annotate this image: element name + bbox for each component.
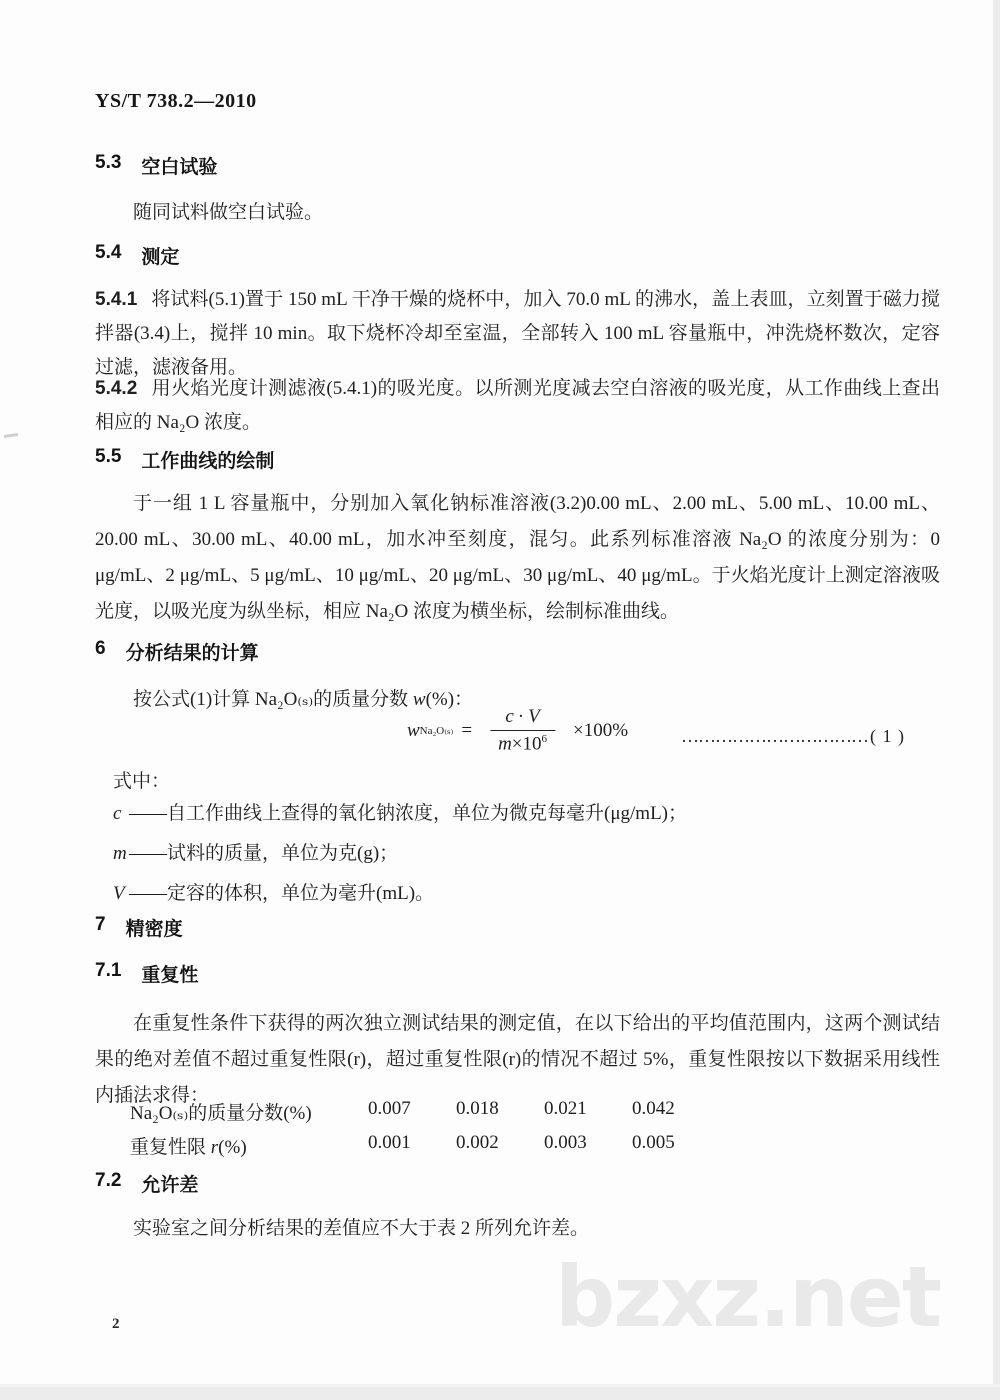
heading-title: 空白试验 <box>141 157 218 178</box>
var-v: V <box>528 706 540 727</box>
heading-number: 5.5 <box>95 446 122 467</box>
paragraph-5-4-2 <box>95 372 940 440</box>
heading-title: 重复性 <box>141 965 199 986</box>
formula-tail: ×100% <box>573 719 629 741</box>
heading-7 <box>95 914 183 941</box>
paragraph-7-1: 在重复性条件下获得的两次独立测试结果的测定值，在以下给出的平均值范围内，这两个测试结果的绝对差值不超过重复性限(r)，超过重复性限(r)的情况不超过 5%，重复性限按以下数据采用线性内插法求得： <box>95 1013 940 1106</box>
clause-text: 将试料(5.1)置于 150 mL 干净干燥的烧杯中，加入 70.0 mL 的沸水，盖上表皿，立刻置于磁力搅拌器(3.4)上，搅拌 10 min。取下烧杯冷却至室温，全部转入 100 mL 容量瓶中，冲洗烧杯数次，定容过滤，滤液备用。 <box>95 289 940 378</box>
definition-text: ——定容的体积，单位为毫升(mL)。 <box>129 883 435 904</box>
definition-text: ——试料的质量，单位为克(g)； <box>129 843 399 864</box>
value-cell: 0.005 <box>632 1132 675 1153</box>
heading-title: 工作曲线的绘制 <box>141 451 275 472</box>
clause-number: 5.4.2 <box>95 378 138 399</box>
repeatability-row-limit <box>130 1132 910 1159</box>
where-item-v <box>113 878 933 905</box>
heading-number: 6 <box>95 638 106 659</box>
where-label: 式中： <box>113 771 171 792</box>
heading-7-1 <box>95 960 198 987</box>
label-text: 重复性限 <box>130 1137 211 1158</box>
standard-number: YS/T 738.2—2010 <box>95 90 257 112</box>
heading-5-4 <box>95 242 179 269</box>
paragraph-5-4-1 <box>95 283 940 385</box>
equation-number <box>681 726 905 747</box>
heading-number: 5.3 <box>95 152 122 173</box>
paragraph-5-3: 随同试料做空白试验。 <box>133 202 324 223</box>
fraction-numerator <box>497 706 547 730</box>
label-symbol: r <box>210 1137 219 1158</box>
label-text: Na₂O₍ₛ₎的质量分数(%) <box>130 1103 312 1124</box>
row-label <box>130 1132 368 1159</box>
heading-5-3 <box>95 152 217 179</box>
clause-number: 5.4.1 <box>95 289 138 310</box>
formula-expression <box>407 706 628 755</box>
heading-title: 精密度 <box>125 919 183 940</box>
paragraph-5-5: 于一组 1 L 容量瓶中，分别加入氧化钠标准溶液(3.2)0.00 mL、2.00 mL、5.00 mL、10.00 mL、20.00 mL、30.00 mL、40.00 mL，加水冲至刻度，混匀。此系列标准溶液 Na₂O 的浓度分别为：0 μg/mL、2 μg/mL、5 μg/mL、10 μg/mL、20 μg/mL、30 μg/mL、40 μg/mL。于火焰光度计上测定溶液吸光度，以吸光度为纵坐标，相应 Na₂O 浓度为横坐标，绘制标准曲线。 <box>95 493 940 622</box>
formula-1 <box>95 706 940 770</box>
heading-number: 7.2 <box>95 1170 122 1191</box>
heading-number: 7 <box>95 914 106 935</box>
heading-6 <box>95 638 259 665</box>
multiplier: ×10 <box>511 733 542 755</box>
formula-intro-symbol: w <box>412 689 426 710</box>
heading-5-5 <box>95 446 274 473</box>
clause-text: 用火焰光度计测滤液(5.4.1)的吸光度。以所测光度减去空白溶液的吸光度，从工作曲线上查出相应的 Na₂O 浓度。 <box>95 378 940 433</box>
value-cell: 0.003 <box>544 1132 587 1153</box>
paragraph-7-2: 实验室之间分析结果的差值应不大于表 2 所列允许差。 <box>133 1218 590 1239</box>
scan-edge-right <box>993 0 1000 1400</box>
page-number: 2 <box>112 1316 120 1332</box>
scan-edge-bottom <box>0 1387 1000 1400</box>
formula-intro-tail: (%)： <box>425 689 474 710</box>
exponent: 6 <box>541 733 548 745</box>
heading-title: 测定 <box>141 247 180 268</box>
where-item-m <box>113 838 933 865</box>
fraction <box>490 706 555 755</box>
heading-title: 分析结果的计算 <box>125 643 259 664</box>
row-label <box>130 1098 368 1125</box>
scan-artifact <box>4 433 18 438</box>
equation-label: ( 1 ) <box>870 726 905 746</box>
heading-title: 允许差 <box>141 1175 199 1196</box>
dot-operator: · <box>517 706 525 727</box>
label-tail: (%) <box>218 1137 247 1158</box>
value-cell: 0.001 <box>368 1132 411 1153</box>
heading-7-2 <box>95 1170 198 1197</box>
repeatability-row-mass-fraction <box>130 1098 910 1125</box>
formula-intro-text: 按公式(1)计算 Na₂O₍ₛ₎的质量分数 <box>133 689 413 710</box>
formula-lhs: w <box>406 719 420 741</box>
value-cell: 0.042 <box>632 1098 675 1119</box>
dotted-leader: …………………………… <box>681 726 868 746</box>
value-cell: 0.002 <box>456 1132 499 1153</box>
where-list <box>113 798 933 918</box>
value-cell: 0.021 <box>544 1098 587 1119</box>
var-c: c <box>505 706 514 727</box>
symbol-m: m <box>113 843 127 864</box>
definition-text: ——自工作曲线上查得的氧化钠浓度，单位为微克每毫升(μg/mL)； <box>129 803 688 824</box>
value-cell: 0.018 <box>456 1098 499 1119</box>
fraction-denominator <box>490 730 555 755</box>
equals-sign: = <box>461 719 473 741</box>
value-cell: 0.007 <box>368 1098 411 1119</box>
var-m: m <box>498 733 512 755</box>
symbol-c: c <box>113 803 122 824</box>
symbol-v: V <box>113 883 125 904</box>
heading-number: 7.1 <box>95 960 122 981</box>
watermark-text: bzxz.net <box>555 1248 940 1346</box>
formula-lhs-subscript: Na₂O₍ₛ₎ <box>419 725 454 738</box>
where-item-c <box>113 798 933 825</box>
heading-number: 5.4 <box>95 242 122 263</box>
